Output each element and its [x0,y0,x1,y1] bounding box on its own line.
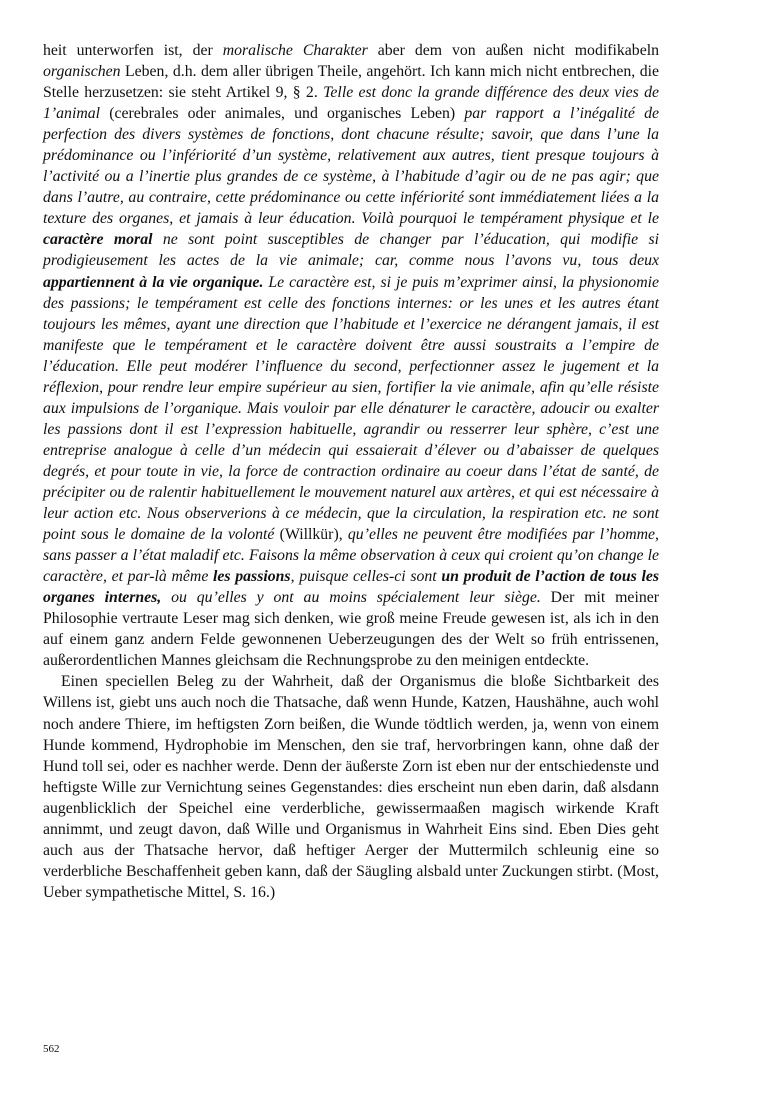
bold-italic-run: un produit de l’action de tous les organes internes, [43,568,660,607]
french-quote-run: , puisque celles-ci sont [290,568,442,586]
text-run: (Willkür), [274,526,348,544]
body-text [43,40,659,903]
french-quote-run: ne sont point susceptibles de changer par l’éducation, qui modifie si prodigieusement les actes de la vie animale; car, comme nous l’avons vu, tous deux [43,231,659,270]
text-run: Der mit meiner Philosophie vertraute Leser mag sich denken, wie groß meine Freude gewesen ist, als ich in den auf einem ganz andern Felde gewonnenen Ueberzeugungen des der Welt so früh entrissenen, außerordentlichen Mannes gleichsam die Rechnungsprobe zu den meinigen entdeckte. [43,589,659,670]
page-number: 562 [43,1043,60,1055]
paragraph-2: Einen speciellen Beleg zu der Wahrheit, daß der Organismus die bloße Sichtbarkeit des Willens ist, giebt uns auch noch die Thatsache, daß wenn Hunde, Katzen, Haushähne, auch wohl noch andere Thiere, im heftigsten Zorn beißen, die Wunde tödtlich werden, ja, wenn von einem Hunde kommend, Hydrophobie im Menschen, den sie traf, hervorbringen kann, ohne daß der Hund toll sei, oder es nachher werde. Denn der äußerste Zorn ist eben nur der entschiedenste und heftigste Wille zur Vernichtung seines Gegenstandes: dies erscheint nun eben darin, daß alsdann augenblicklich der Speichel eine verderbliche, gewissermaaßen magisch wirkende Kraft annimmt, und zeugt davon, daß Wille und Organismus in Wahrheit Eins sind. Eben Dies geht auch aus der Thatsache hervor, daß heftiger Aerger der Muttermilch schleunig eine so verderbliche Beschaffenheit geben kann, daß der Säugling alsbald unter Zuckungen stirbt. (Most, Ueber sympathetische Mittel, S. 16.) [43,673,659,901]
text-run: heit unterworfen ist, der [43,42,223,59]
paragraph-1 [43,40,659,671]
text-run: (cerebrales oder animales, und organisches Leben) [100,105,465,123]
french-quote-run: qu’elles ne peuvent être modifiées par l’homme, sans passer a l’état maladif etc. Faisons la même observation à ceux qui croient qu’on change le caractère, et par-là même [43,526,659,586]
french-quote-run: par rapport a l’inégalité de perfection des divers systèmes de fonctions, dont chacune résulte; savoir, que dans l’une la prédominance ou l’infériorité d’un système, relativement aux autres, tient presque toujours à l’activité ou a l’inertie plus grandes de ce système, à l’habitude d’agir ou de ne pas agir; que dans l’autre, au contraire, cette prédominance ou cette infériorité sont immédiatement liées a la texture des organes, et jamais à leur éducation. Voilà pourquoi le tempérament physique et le [43,105,659,228]
bold-italic-run: appartiennent à la vie organique. [43,273,264,291]
bold-italic-run: les passions [213,568,291,586]
french-quote-run: Telle est donc la grande différence des deux vies de 1’animal [43,84,660,123]
bold-italic-run: caractère moral [43,231,153,249]
french-quote-run: Le caractère est, si je puis m’exprimer ainsi, la physionomie des passions; le tempérament est celle des fonctions internes: or les unes et les autres étant toujours les mêmes, ayant une direction que l’habitude et l’exercice ne dérangent jamais, il est manifeste que le tempérament et le caractère doivent être aussi soustraits a l’empire de l’éducation. Elle peut modérer l’influence du second, perfectionner assez le jugement et la réflexion, pour rendre leur empire supérieur au sien, fortifier la vie animale, afin qu’elle résiste aux impulsions de l’organique. Mais vouloir par elle dénaturer le caractère, adoucir ou exalter les passions dont il est l’expression habituelle, agrandir ou resserrer leur sphère, c’est une entreprise analogue à celle d’un médecin qui essaierait d’élever ou d’abaisser de quelques degrés, et pour toute in vie, la force de contraction ordinaire au coeur dans l’état de santé, de précipiter ou de ralentir habituellement le mouvement naturel aux artères, et qui est nécessaire à leur action etc. Nous observerions à ce médecin, que la circulation, la respiration etc. ne sont point sous le domaine de la volonté [43,273,659,544]
french-quote-run: ou qu’elles y ont au moins spécialement leur siège. [161,589,541,607]
text-run: Leben, d.h. dem aller übrigen Theile, angehört. Ich kann mich nicht entbrechen, die Stelle herzusetzen: sie steht Artikel 9, § 2. [43,63,659,102]
text-run: aber dem von außen nicht modifikabeln [367,42,659,59]
italic-run: moralische Charakter [222,42,368,59]
italic-run: organischen [43,63,121,81]
